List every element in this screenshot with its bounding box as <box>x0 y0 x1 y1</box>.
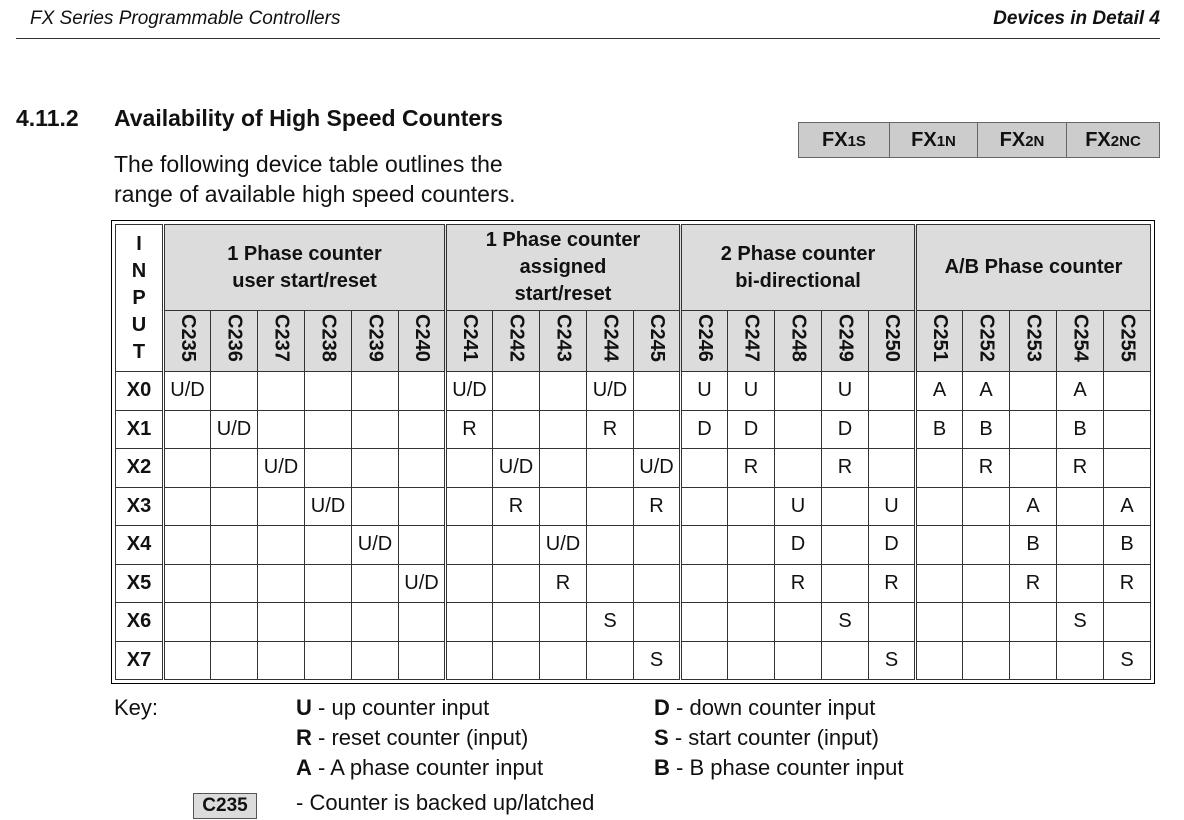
counter-header-c243 <box>540 311 587 372</box>
table-cell <box>399 641 446 680</box>
table-cell <box>305 372 352 411</box>
table-cell <box>446 449 493 488</box>
table-cell <box>916 564 963 603</box>
table-cell: U/D <box>305 487 352 526</box>
table-cell <box>305 449 352 488</box>
key-item-r <box>296 725 528 751</box>
counter-header-c251 <box>916 311 963 372</box>
table-cell: A <box>1104 487 1151 526</box>
table-cell <box>258 410 305 449</box>
table-cell: S <box>822 603 869 642</box>
counter-label: C251 <box>929 314 951 362</box>
model-sub: 2NC <box>1110 133 1141 150</box>
table-cell <box>399 372 446 411</box>
counter-header-c238 <box>305 311 352 372</box>
table-row <box>116 449 1151 488</box>
table-cell <box>258 641 305 680</box>
key-item-s <box>654 725 879 751</box>
counter-header-c247 <box>728 311 775 372</box>
table-cell <box>352 372 399 411</box>
table-cell <box>258 372 305 411</box>
table-cell <box>352 449 399 488</box>
table-cell <box>305 526 352 565</box>
table-cell <box>728 603 775 642</box>
model-fx1n <box>889 123 977 157</box>
counter-label: C248 <box>787 314 810 362</box>
table-cell <box>822 564 869 603</box>
table-cell: U/D <box>493 449 540 488</box>
table-cell: U <box>822 372 869 411</box>
key-letter: S <box>654 725 669 750</box>
table-cell <box>869 372 916 411</box>
table-cell: U/D <box>211 410 258 449</box>
table-cell: B <box>963 410 1010 449</box>
input-letter: T <box>132 340 146 363</box>
group-line: 2 Phase counter <box>720 242 876 265</box>
table-cell <box>540 603 587 642</box>
table-cell <box>728 487 775 526</box>
model-base: FX <box>1085 129 1111 151</box>
key-text: - start counter (input) <box>674 725 879 750</box>
table-cell <box>211 603 258 642</box>
table-cell: U/D <box>587 372 634 411</box>
latched-counter-badge: C235 <box>193 793 257 819</box>
table-cell <box>681 603 728 642</box>
input-letter: I <box>136 232 142 255</box>
model-sub: 1N <box>936 133 956 150</box>
input-column-header <box>116 225 164 372</box>
counter-label: C239 <box>364 314 387 362</box>
key-text: - B phase counter input <box>676 755 904 780</box>
input-label: X4 <box>116 526 164 565</box>
input-label: X5 <box>116 564 164 603</box>
table-cell <box>1010 449 1057 488</box>
table-cell <box>493 410 540 449</box>
key-letter: D <box>654 695 670 720</box>
table-cell: R <box>963 449 1010 488</box>
table-cell: U/D <box>164 372 211 411</box>
table-cell <box>446 603 493 642</box>
table-cell <box>681 449 728 488</box>
table-cell <box>916 603 963 642</box>
table-cell <box>775 372 822 411</box>
table-cell <box>446 487 493 526</box>
counter-header-c240 <box>399 311 446 372</box>
input-letter: U <box>131 313 147 336</box>
key-text: - down counter input <box>676 695 876 720</box>
model-fx1s <box>799 123 889 157</box>
counter-label: C244 <box>599 314 622 362</box>
model-sub: 1S <box>847 133 866 150</box>
table-cell <box>587 449 634 488</box>
input-label: X7 <box>116 641 164 680</box>
table-cell: D <box>822 410 869 449</box>
table-cell <box>399 526 446 565</box>
table-cell <box>164 603 211 642</box>
counter-header-c242 <box>493 311 540 372</box>
table-cell <box>211 564 258 603</box>
table-cell <box>1104 410 1151 449</box>
table-cell: R <box>493 487 540 526</box>
key-item-b <box>654 755 904 781</box>
table-row <box>116 372 1151 411</box>
table-cell <box>1057 641 1104 680</box>
table-cell <box>164 564 211 603</box>
model-base: FX <box>999 129 1026 151</box>
counter-label: C246 <box>694 314 716 362</box>
table-cell <box>869 449 916 488</box>
table-cell <box>164 641 211 680</box>
table-cell <box>634 564 681 603</box>
model-fx2nc <box>1066 123 1159 157</box>
table-cell <box>587 526 634 565</box>
table-cell <box>775 603 822 642</box>
table-cell: U/D <box>258 449 305 488</box>
table-cell: D <box>681 410 728 449</box>
counter-label: C237 <box>270 314 293 362</box>
latched-text: - Counter is backed up/latched <box>296 790 595 815</box>
table-cell <box>1104 603 1151 642</box>
group-header-1phase-user <box>164 225 446 311</box>
table-cell <box>258 526 305 565</box>
table-cell: R <box>1104 564 1151 603</box>
table-cell <box>493 526 540 565</box>
counter-header-c241 <box>446 311 493 372</box>
input-label: X2 <box>116 449 164 488</box>
key-item-u <box>296 695 489 721</box>
input-label: X0 <box>116 372 164 411</box>
input-letter: P <box>132 286 146 309</box>
group-line: start/reset <box>514 283 612 305</box>
table-cell <box>728 564 775 603</box>
table-cell <box>587 487 634 526</box>
key-letter: A <box>296 755 312 780</box>
group-line: bi-directional <box>735 269 861 292</box>
table-cell: S <box>1104 641 1151 680</box>
table-cell: U/D <box>446 372 493 411</box>
table-cell <box>587 641 634 680</box>
counter-header-c244 <box>587 311 634 372</box>
table-cell <box>446 526 493 565</box>
key-text: - up counter input <box>318 695 490 720</box>
counter-label: C235 <box>177 314 199 362</box>
table-cell <box>1057 526 1104 565</box>
table-cell <box>305 641 352 680</box>
table-cell: A <box>963 372 1010 411</box>
table-cell <box>775 641 822 680</box>
model-sub: 2N <box>1025 133 1045 150</box>
table-cell <box>775 410 822 449</box>
key-label: Key: <box>114 695 159 720</box>
table-cell: U/D <box>634 449 681 488</box>
table-cell <box>258 564 305 603</box>
counter-header-c255 <box>1104 311 1151 372</box>
table-cell <box>258 487 305 526</box>
counter-label: C252 <box>975 314 998 362</box>
table-cell <box>352 564 399 603</box>
table-cell: R <box>634 487 681 526</box>
table-cell <box>258 603 305 642</box>
intro-text <box>114 149 574 209</box>
table-cell <box>634 410 681 449</box>
table-cell: B <box>1057 410 1104 449</box>
table-cell <box>164 410 211 449</box>
header-rule <box>16 38 1160 39</box>
counter-header-c246 <box>681 311 728 372</box>
group-line: 1 Phase counter <box>227 242 382 265</box>
counter-label: C250 <box>881 314 903 362</box>
counter-label: C238 <box>317 314 340 362</box>
table-cell: U/D <box>399 564 446 603</box>
table-cell <box>399 449 446 488</box>
table-cell: S <box>587 603 634 642</box>
counter-header-c252 <box>963 311 1010 372</box>
group-line: user start/reset <box>232 269 377 292</box>
model-fx2n <box>977 123 1066 157</box>
table-row <box>116 526 1151 565</box>
table-cell <box>540 372 587 411</box>
counter-header-c239 <box>352 311 399 372</box>
table-cell <box>399 410 446 449</box>
key-item-d <box>654 695 875 721</box>
table-cell <box>1010 410 1057 449</box>
table-cell: D <box>775 526 822 565</box>
intro-line-2: range of available high speed counters. <box>114 181 516 207</box>
table-cell <box>446 564 493 603</box>
table-row <box>116 564 1151 603</box>
table-cell: D <box>728 410 775 449</box>
table-cell <box>1057 487 1104 526</box>
table-cell <box>869 410 916 449</box>
table-cell <box>352 410 399 449</box>
group-header-ab-phase <box>916 225 1151 311</box>
table-cell <box>493 564 540 603</box>
model-base: FX <box>911 129 937 151</box>
table-cell <box>681 526 728 565</box>
table-cell <box>540 641 587 680</box>
table-cell <box>446 641 493 680</box>
input-label: X1 <box>116 410 164 449</box>
table-cell <box>399 487 446 526</box>
counter-label: C254 <box>1069 314 1092 362</box>
counter-label: C236 <box>223 314 246 362</box>
table-cell <box>822 526 869 565</box>
table-cell: U/D <box>352 526 399 565</box>
table-cell: R <box>446 410 493 449</box>
counter-header-c237 <box>258 311 305 372</box>
table-cell <box>916 641 963 680</box>
table-cell <box>916 449 963 488</box>
input-letter: N <box>131 259 147 282</box>
table-cell <box>352 641 399 680</box>
counter-label: C247 <box>740 314 763 362</box>
key-text: - A phase counter input <box>318 755 544 780</box>
table-cell <box>211 449 258 488</box>
counter-label: C249 <box>834 314 857 362</box>
table-cell <box>540 410 587 449</box>
table-cell <box>352 487 399 526</box>
table-cell <box>916 526 963 565</box>
group-line: A/B Phase counter <box>944 256 1123 278</box>
group-line: assigned <box>519 256 607 278</box>
hsc-table-frame <box>111 220 1155 684</box>
table-cell <box>305 564 352 603</box>
table-cell <box>305 410 352 449</box>
table-cell <box>963 526 1010 565</box>
table-cell: R <box>775 564 822 603</box>
table-cell <box>822 487 869 526</box>
table-cell <box>164 487 211 526</box>
table-cell <box>1104 449 1151 488</box>
table-cell <box>540 487 587 526</box>
group-line: 1 Phase counter <box>485 229 641 251</box>
table-cell <box>963 641 1010 680</box>
table-cell: U <box>775 487 822 526</box>
table-cell <box>164 449 211 488</box>
table-cell <box>493 603 540 642</box>
key-letter: U <box>296 695 312 720</box>
table-cell <box>352 603 399 642</box>
table-cell: U/D <box>540 526 587 565</box>
counter-label: C245 <box>646 314 668 362</box>
hsc-table <box>115 224 1151 680</box>
table-cell <box>164 526 211 565</box>
table-cell <box>493 641 540 680</box>
table-cell: R <box>587 410 634 449</box>
table-cell: U <box>681 372 728 411</box>
table-cell: S <box>869 641 916 680</box>
table-cell <box>211 372 258 411</box>
table-cell <box>869 603 916 642</box>
table-cell: U <box>869 487 916 526</box>
table-cell: A <box>1010 487 1057 526</box>
table-cell <box>1057 564 1104 603</box>
key-text: - reset counter (input) <box>318 725 529 750</box>
page-header-left: FX Series Programmable Controllers <box>30 8 341 29</box>
model-base: FX <box>822 129 848 151</box>
table-cell <box>963 603 1010 642</box>
table-cell: R <box>540 564 587 603</box>
counter-label: C255 <box>1116 314 1139 362</box>
table-cell: S <box>634 641 681 680</box>
table-cell <box>1010 372 1057 411</box>
counter-header-c236 <box>211 311 258 372</box>
counter-header-c248 <box>775 311 822 372</box>
table-cell: B <box>1104 526 1151 565</box>
counter-header-c245 <box>634 311 681 372</box>
section-title: Availability of High Speed Counters <box>114 105 503 131</box>
table-cell <box>681 641 728 680</box>
group-header-1phase-assigned <box>446 225 681 311</box>
table-cell: R <box>728 449 775 488</box>
table-cell: R <box>822 449 869 488</box>
section-number: 4.11.2 <box>16 105 79 131</box>
table-cell <box>728 526 775 565</box>
counter-header-c253 <box>1010 311 1057 372</box>
table-cell <box>681 564 728 603</box>
table-cell <box>211 487 258 526</box>
counter-header-c249 <box>822 311 869 372</box>
table-row <box>116 641 1151 680</box>
counter-label: C242 <box>505 314 528 362</box>
key-letter: R <box>296 725 312 750</box>
table-cell <box>634 372 681 411</box>
table-cell <box>1104 372 1151 411</box>
table-cell <box>587 564 634 603</box>
model-applicability-bar <box>798 122 1160 158</box>
table-cell <box>822 641 869 680</box>
intro-line-1: The following device table outlines the <box>114 151 503 177</box>
page-header-right: Devices in Detail 4 <box>993 8 1160 29</box>
table-row <box>116 487 1151 526</box>
table-cell <box>305 603 352 642</box>
table-cell: B <box>916 410 963 449</box>
table-cell <box>916 487 963 526</box>
table-cell: B <box>1010 526 1057 565</box>
counter-header-c235 <box>164 311 211 372</box>
table-cell <box>634 603 681 642</box>
key-item-a <box>296 755 543 781</box>
table-row <box>116 603 1151 642</box>
counter-header-c250 <box>869 311 916 372</box>
counter-label: C243 <box>552 314 575 362</box>
input-label: X6 <box>116 603 164 642</box>
table-cell <box>963 487 1010 526</box>
key-letter: B <box>654 755 670 780</box>
table-cell: R <box>1010 564 1057 603</box>
table-cell <box>493 372 540 411</box>
table-cell <box>728 641 775 680</box>
counter-label: C240 <box>411 314 433 362</box>
group-header-2phase <box>681 225 916 311</box>
input-label: X3 <box>116 487 164 526</box>
table-cell: A <box>916 372 963 411</box>
counter-label: C241 <box>459 314 481 362</box>
table-row <box>116 410 1151 449</box>
counter-label: C253 <box>1022 314 1045 362</box>
table-cell <box>211 641 258 680</box>
table-cell <box>211 526 258 565</box>
table-cell <box>681 487 728 526</box>
table-cell: D <box>869 526 916 565</box>
table-cell <box>399 603 446 642</box>
table-cell <box>1010 603 1057 642</box>
table-cell <box>963 564 1010 603</box>
table-cell: S <box>1057 603 1104 642</box>
table-cell <box>1010 641 1057 680</box>
table-cell <box>775 449 822 488</box>
table-cell <box>634 526 681 565</box>
table-cell: U <box>728 372 775 411</box>
table-cell <box>540 449 587 488</box>
counter-header-c254 <box>1057 311 1104 372</box>
table-cell: A <box>1057 372 1104 411</box>
table-cell: R <box>1057 449 1104 488</box>
table-cell: R <box>869 564 916 603</box>
